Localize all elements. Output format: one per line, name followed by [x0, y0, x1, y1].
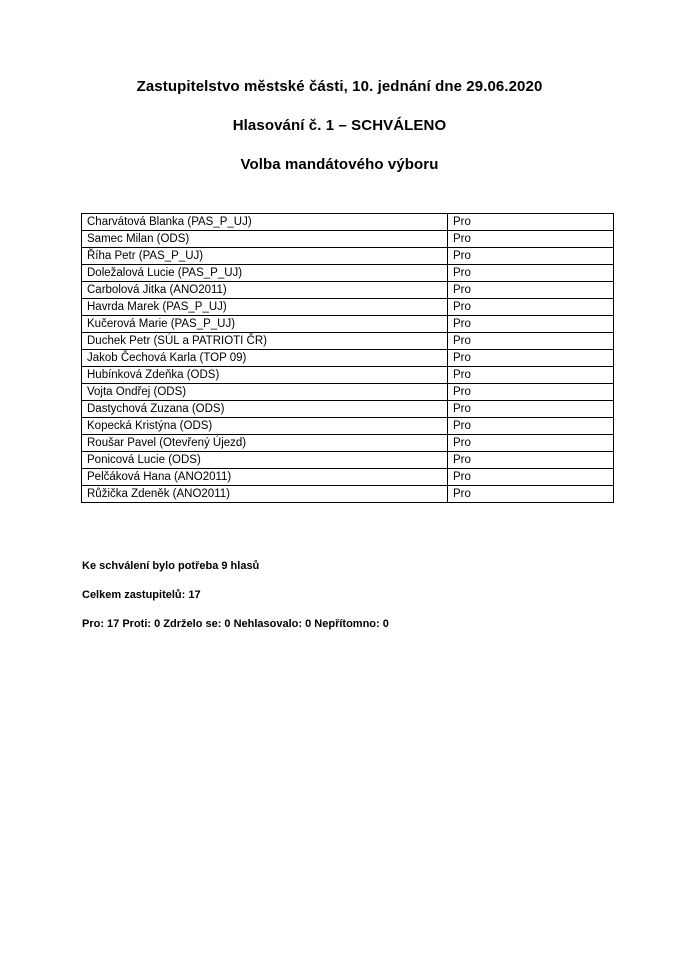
table-row [82, 248, 614, 265]
vote-cell: Pro [448, 265, 614, 282]
vote-table-body [82, 214, 614, 503]
vote-subject-heading: Volba mandátového výboru [240, 156, 439, 173]
vote-cell: Pro [448, 452, 614, 469]
member-name-cell: Vojta Ondřej (ODS) [82, 384, 448, 401]
table-row [82, 418, 614, 435]
vote-cell: Pro [448, 486, 614, 503]
vote-cell: Pro [448, 248, 614, 265]
vote-cell: Pro [448, 350, 614, 367]
table-row [82, 214, 614, 231]
member-name-cell: Duchek Petr (SÚL a PATRIOTI ČR) [82, 333, 448, 350]
member-name-cell: Růžička Zdeněk (ANO2011) [82, 486, 448, 503]
vote-cell: Pro [448, 367, 614, 384]
vote-cell: Pro [448, 418, 614, 435]
table-row [82, 435, 614, 452]
member-name-cell: Doležalová Lucie (PAS_P_UJ) [82, 265, 448, 282]
results-line: Pro: 17 Proti: 0 Zdrželo se: 0 Nehlasovalo: 0 Nepřítomno: 0 [82, 618, 389, 630]
table-row [82, 401, 614, 418]
member-name-cell: Říha Petr (PAS_P_UJ) [82, 248, 448, 265]
member-name-cell: Charvátová Blanka (PAS_P_UJ) [82, 214, 448, 231]
table-row [82, 333, 614, 350]
vote-cell: Pro [448, 282, 614, 299]
vote-summary [82, 560, 622, 647]
table-row [82, 299, 614, 316]
member-name-cell: Kopecká Kristýna (ODS) [82, 418, 448, 435]
member-name-cell: Kučerová Marie (PAS_P_UJ) [82, 316, 448, 333]
vote-cell: Pro [448, 469, 614, 486]
vote-cell: Pro [448, 401, 614, 418]
table-row [82, 452, 614, 469]
table-row [82, 265, 614, 282]
table-row [82, 384, 614, 401]
member-name-cell: Havrda Marek (PAS_P_UJ) [82, 299, 448, 316]
member-name-cell: Hubínková Zdeňka (ODS) [82, 367, 448, 384]
member-name-cell: Roušar Pavel (Otevřený Újezd) [82, 435, 448, 452]
vote-cell: Pro [448, 214, 614, 231]
member-name-cell: Ponicová Lucie (ODS) [82, 452, 448, 469]
document-title: Zastupitelstvo městské části, 10. jednání dne 29.06.2020 [136, 78, 543, 95]
vote-cell: Pro [448, 299, 614, 316]
vote-cell: Pro [448, 231, 614, 248]
document-headings [0, 78, 679, 174]
vote-cell: Pro [448, 316, 614, 333]
vote-cell: Pro [448, 333, 614, 350]
member-name-cell: Jakob Čechová Karla (TOP 09) [82, 350, 448, 367]
required-votes-line: Ke schválení bylo potřeba 9 hlasů [82, 560, 260, 572]
table-row [82, 231, 614, 248]
vote-table [81, 213, 614, 503]
table-row [82, 350, 614, 367]
table-row [82, 486, 614, 503]
total-members-line: Celkem zastupitelů: 17 [82, 589, 201, 601]
table-row [82, 367, 614, 384]
table-row [82, 316, 614, 333]
table-row [82, 469, 614, 486]
member-name-cell: Dastychová Zuzana (ODS) [82, 401, 448, 418]
member-name-cell: Pelčáková Hana (ANO2011) [82, 469, 448, 486]
vote-result-subtitle: Hlasování č. 1 – SCHVÁLENO [232, 117, 447, 134]
member-name-cell: Samec Milan (ODS) [82, 231, 448, 248]
member-name-cell: Carbolová Jitka (ANO2011) [82, 282, 448, 299]
table-row [82, 282, 614, 299]
vote-cell: Pro [448, 384, 614, 401]
vote-cell: Pro [448, 435, 614, 452]
